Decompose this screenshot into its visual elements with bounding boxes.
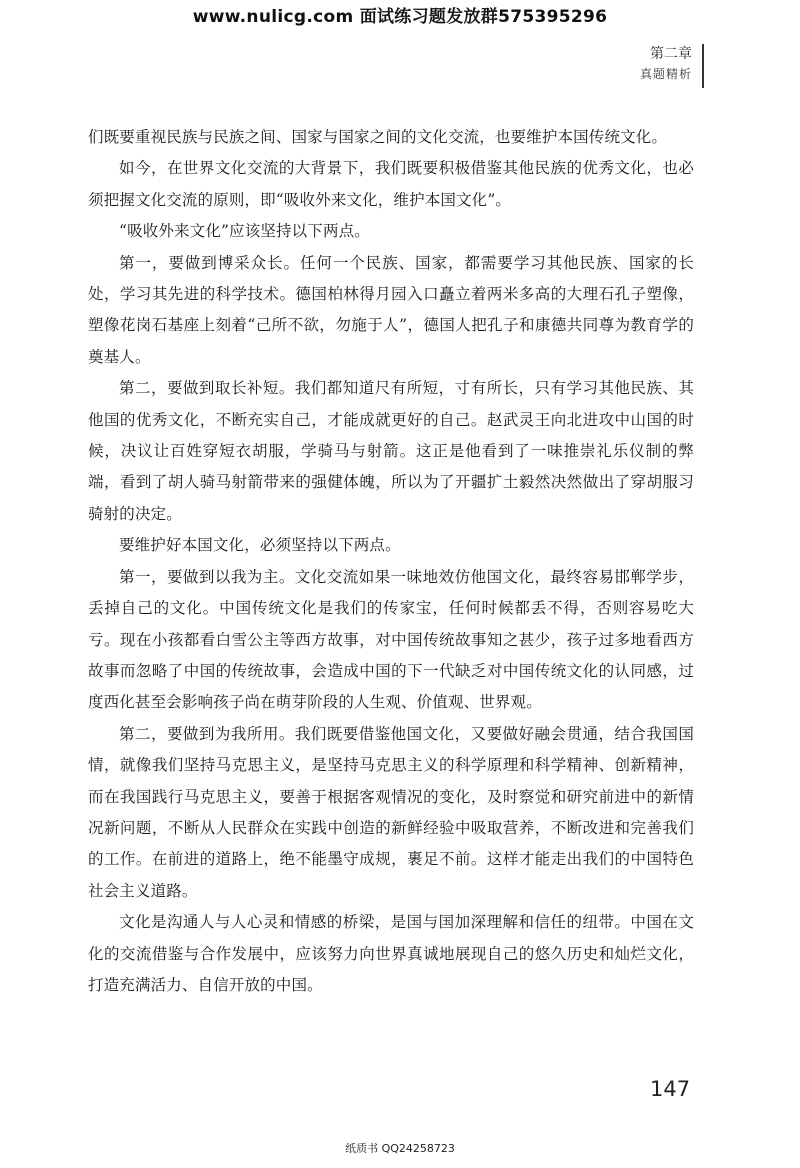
body-text	[88, 122, 694, 1001]
paragraph: “吸收外来文化”应该坚持以下两点。	[119, 222, 370, 241]
paragraph: 第二，要做到为我所用。我们既要借鉴他国文化，又要做好融会贯通，结合我国国情，就像我们坚持马克思主义，是坚持马克思主义的科学原理和科学精神、创新精神，而在我国践行马克思主义，要善于根据客观情况的变化，及时察觉和研究前进中的新情况新问题，不断从人民群众在实践中创造的新鲜经验中吸取营养，不断改进和完善我们的工作。在前进的道路上，绝不能墨守成规，裹足不前。这样才能走出我们的中国特色社会主义道路。	[88, 724, 694, 900]
paragraph: 第二，要做到取长补短。我们都知道尺有所短，寸有所长，只有学习其他民族、其他国的优秀文化，不断充实自己，才能成就更好的自己。赵武灵王向北进攻中山国的时候，决议让百姓穿短衣胡服，学骑马与射箭。这正是他看到了一味推崇礼乐仪制的弊端，看到了胡人骑马射箭带来的强健体魄，所以为了开疆扩土毅然决然做出了穿胡服习骑射的决定。	[88, 379, 694, 523]
page-number: 147	[650, 1077, 691, 1101]
chapter-divider	[702, 44, 704, 88]
paragraph: 如今，在世界文化交流的大背景下，我们既要积极借鉴其他民族的优秀文化，也必须把握文化交流的原则，即“吸收外来文化，维护本国文化”。	[88, 159, 694, 209]
paragraph: 第一，要做到博采众长。任何一个民族、国家，都需要学习其他民族、国家的长处，学习其先进的科学技术。德国柏林得月园入口矗立着两米多高的大理石孔子塑像，塑像花岗石基座上刻着“己所不欲，勿施于人”，德国人把孔子和康德共同尊为教育学的奠基人。	[88, 253, 694, 366]
paragraph: 要维护好本国文化，必须坚持以下两点。	[119, 536, 401, 555]
paragraph: 们既要重视民族与民族之间、国家与国家之间的文化交流，也要维护本国传统文化。	[88, 128, 668, 146]
chapter-title: 第二章	[650, 46, 692, 62]
chapter-heading	[640, 44, 692, 84]
top-banner: www.nulicg.com 面试练习题发放群575395296	[192, 7, 608, 27]
footer-watermark: 纸质书 QQ24258723	[345, 1142, 455, 1155]
chapter-subtitle: 真题精析	[639, 67, 692, 81]
paragraph: 文化是沟通人与人心灵和情感的桥梁，是国与国加深理解和信任的纽带。中国在文化的交流借鉴与合作发展中，应该努力向世界真诚地展现自己的悠久历史和灿烂文化，打造充满活力、自信开放的中国。	[88, 913, 694, 994]
paragraph: 第一，要做到以我为主。文化交流如果一味地效仿他国文化，最终容易邯郸学步，丢掉自己的文化。中国传统文化是我们的传家宝，任何时候都丢不得，否则容易吃大亏。现在小孩都看白雪公主等西方故事，对中国传统故事知之甚少，孩子过多地看西方故事而忽略了中国的传统故事，会造成中国的下一代缺乏对中国传统文化的认同感，过度西化甚至会影响孩子尚在萌芽阶段的人生观、价值观、世界观。	[88, 567, 694, 712]
